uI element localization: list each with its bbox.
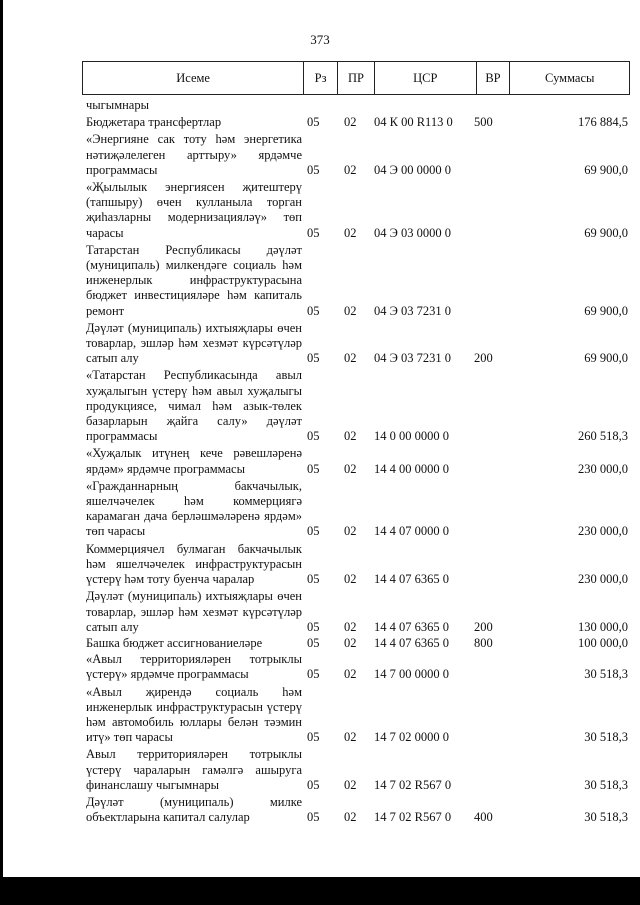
table-row — [86, 589, 632, 635]
row-pr: 02 — [344, 115, 357, 130]
row-name: Авыл территорияләрен тотрыклы үстерү чараларын гамәлгә ашыруга финанслашу чыгымнары — [86, 747, 302, 792]
table-row — [86, 368, 632, 444]
row-sum: 30 518,3 — [584, 730, 628, 745]
row-sum: 30 518,3 — [584, 810, 628, 825]
table-row — [86, 636, 632, 651]
row-csr: 04 Э 00 0000 0 — [374, 162, 452, 177]
row-name: чыгымнары — [86, 98, 150, 112]
table-row — [86, 542, 632, 588]
row-rz: 05 — [307, 225, 320, 240]
row-rz: 05 — [307, 572, 320, 587]
table-row — [86, 115, 632, 130]
scan-edge — [0, 0, 3, 877]
row-csr: 14 4 07 0000 0 — [374, 524, 449, 539]
table-row — [86, 652, 632, 682]
row-pr: 02 — [344, 572, 357, 587]
row-pr: 02 — [344, 351, 357, 366]
row-rz: 05 — [307, 619, 320, 634]
row-vr: 400 — [474, 810, 493, 825]
row-rz: 05 — [307, 524, 320, 539]
table-header — [82, 61, 630, 95]
row-pr: 02 — [344, 810, 357, 825]
row-csr: 14 4 07 6365 0 — [374, 619, 449, 634]
table-row — [86, 180, 632, 241]
row-name: Коммерциячел булмаган бакчачылык һәм яшелчәчелек инфраструктурасын үстерү һәм тоту буенча чаралар — [86, 541, 302, 587]
row-csr: 14 4 00 0000 0 — [374, 461, 449, 476]
row-sum: 100 000,0 — [578, 635, 628, 650]
row-sum: 30 518,3 — [584, 777, 628, 792]
row-sum: 230 000,0 — [578, 572, 628, 587]
row-sum: 176 884,5 — [578, 115, 628, 130]
row-name: Бюджетара трансфертлар — [86, 115, 222, 130]
row-pr: 02 — [344, 524, 357, 539]
row-pr: 02 — [344, 667, 357, 682]
row-csr: 04 Э 03 0000 0 — [374, 225, 452, 240]
row-sum: 30 518,3 — [584, 667, 628, 682]
row-rz: 05 — [307, 303, 320, 318]
table-row — [86, 795, 632, 825]
header-vr: ВР — [477, 62, 511, 94]
row-rz: 05 — [307, 461, 320, 476]
row-pr: 02 — [344, 429, 357, 444]
row-sum: 260 518,3 — [578, 429, 628, 444]
row-sum: 69 900,0 — [584, 225, 628, 240]
page-number: 373 — [310, 32, 330, 47]
row-pr: 02 — [344, 730, 357, 745]
row-name: «Авыл территорияләрен тотрыклы үстерү» ярдәмче программасы — [86, 652, 302, 682]
table-row — [86, 243, 632, 319]
row-csr: 14 4 07 6365 0 — [374, 635, 449, 650]
table-row — [86, 479, 632, 540]
row-csr: 04 Э 03 7231 0 — [374, 351, 452, 366]
row-sum: 69 900,0 — [584, 303, 628, 318]
row-name: «Татарстан Республикасында авыл хуҗалыгын үстерү һәм авыл хуҗалыгы продукциясе, чимал һәм азык-төлек базарларын җайга салу» дәүләт программасы — [86, 368, 302, 444]
row-pr: 02 — [344, 635, 357, 650]
header-pr: ПР — [338, 62, 375, 94]
table-row — [86, 98, 632, 113]
row-vr: 800 — [474, 635, 493, 650]
table-row — [86, 747, 632, 793]
row-pr: 02 — [344, 777, 357, 792]
header-name: Исеме — [83, 62, 304, 94]
row-sum: 69 900,0 — [584, 351, 628, 366]
row-name: Башка бюджет ассигнованиеләре — [86, 635, 263, 650]
table-row — [86, 132, 632, 178]
row-vr: 200 — [474, 619, 493, 634]
row-rz: 05 — [307, 810, 320, 825]
budget-table-body — [86, 98, 632, 825]
row-name: «Җылылык энергиясен җитештерү (тапшыру) өчен кулланыла торган җиһазларны модернизацияләү» төп чарасы — [86, 180, 302, 240]
row-rz: 05 — [307, 351, 320, 366]
header-rz: Рз — [304, 62, 338, 94]
row-vr: 500 — [474, 115, 493, 130]
row-pr: 02 — [344, 225, 357, 240]
row-name: «Хуҗалык итүнең кече рәвешләренә ярдәм» ярдәмче программасы — [86, 446, 302, 476]
row-pr: 02 — [344, 619, 357, 634]
row-name: Дәүләт (муниципаль) милке объектларына капитал салулар — [86, 794, 302, 825]
row-csr: 14 4 07 6365 0 — [374, 572, 449, 587]
table-row — [86, 321, 632, 367]
row-rz: 05 — [307, 115, 320, 130]
row-pr: 02 — [344, 461, 357, 476]
row-name: Дәүләт (муниципаль) ихтыяҗлары өчен товарлар, эшләр һәм хезмәт күрсәтүләр сатып алу — [86, 589, 302, 634]
row-csr: 14 7 02 0000 0 — [374, 730, 449, 745]
row-csr: 04 Э 03 7231 0 — [374, 303, 452, 318]
scan-bottom-edge — [0, 877, 640, 905]
row-csr: 14 7 02 R567 0 — [374, 810, 452, 825]
row-sum: 230 000,0 — [578, 524, 628, 539]
row-rz: 05 — [307, 429, 320, 444]
row-pr: 02 — [344, 162, 357, 177]
table-row — [86, 446, 632, 476]
row-sum: 69 900,0 — [584, 162, 628, 177]
row-csr: 14 7 00 0000 0 — [374, 667, 449, 682]
table-row — [86, 685, 632, 746]
row-rz: 05 — [307, 730, 320, 745]
row-name: Дәүләт (муниципаль) ихтыяҗлары өчен товарлар, эшләр һәм хезмәт күрсәтүләр сатып алу — [86, 320, 302, 366]
row-sum: 230 000,0 — [578, 461, 628, 476]
row-name: «Авыл җирендә социаль һәм инженерлык инфраструктурасын үстерү һәм автомобиль юллары белән тәэмин итү» төп чарасы — [86, 684, 302, 745]
row-rz: 05 — [307, 777, 320, 792]
row-csr: 14 7 02 R567 0 — [374, 777, 452, 792]
row-name: Татарстан Республикасы дәүләт (муниципаль) милкендәге социаль һәм инженерлык инфраструктурасына бюджет инвестицияләре һәм капиталь ремонт — [86, 242, 302, 318]
header-sum: Суммасы — [545, 70, 595, 85]
row-rz: 05 — [307, 162, 320, 177]
row-sum: 130 000,0 — [578, 619, 628, 634]
row-pr: 02 — [344, 303, 357, 318]
row-rz: 05 — [307, 667, 320, 682]
row-csr: 04 К 00 R113 0 — [374, 115, 453, 130]
row-name: «Энергияне сак тоту һәм энергетика нәтиҗәлелеген арттыру» ярдәмче программасы — [86, 132, 302, 177]
header-csr: ЦСР — [375, 62, 477, 94]
row-csr: 14 0 00 0000 0 — [374, 429, 449, 444]
row-vr: 200 — [474, 351, 493, 366]
row-name: «Гражданнарның бакчачылык, яшелчәчелек һәм коммерциягә карамаган дача берләшмәләренә ярдәм» төп чарасы — [86, 478, 302, 539]
row-rz: 05 — [307, 635, 320, 650]
